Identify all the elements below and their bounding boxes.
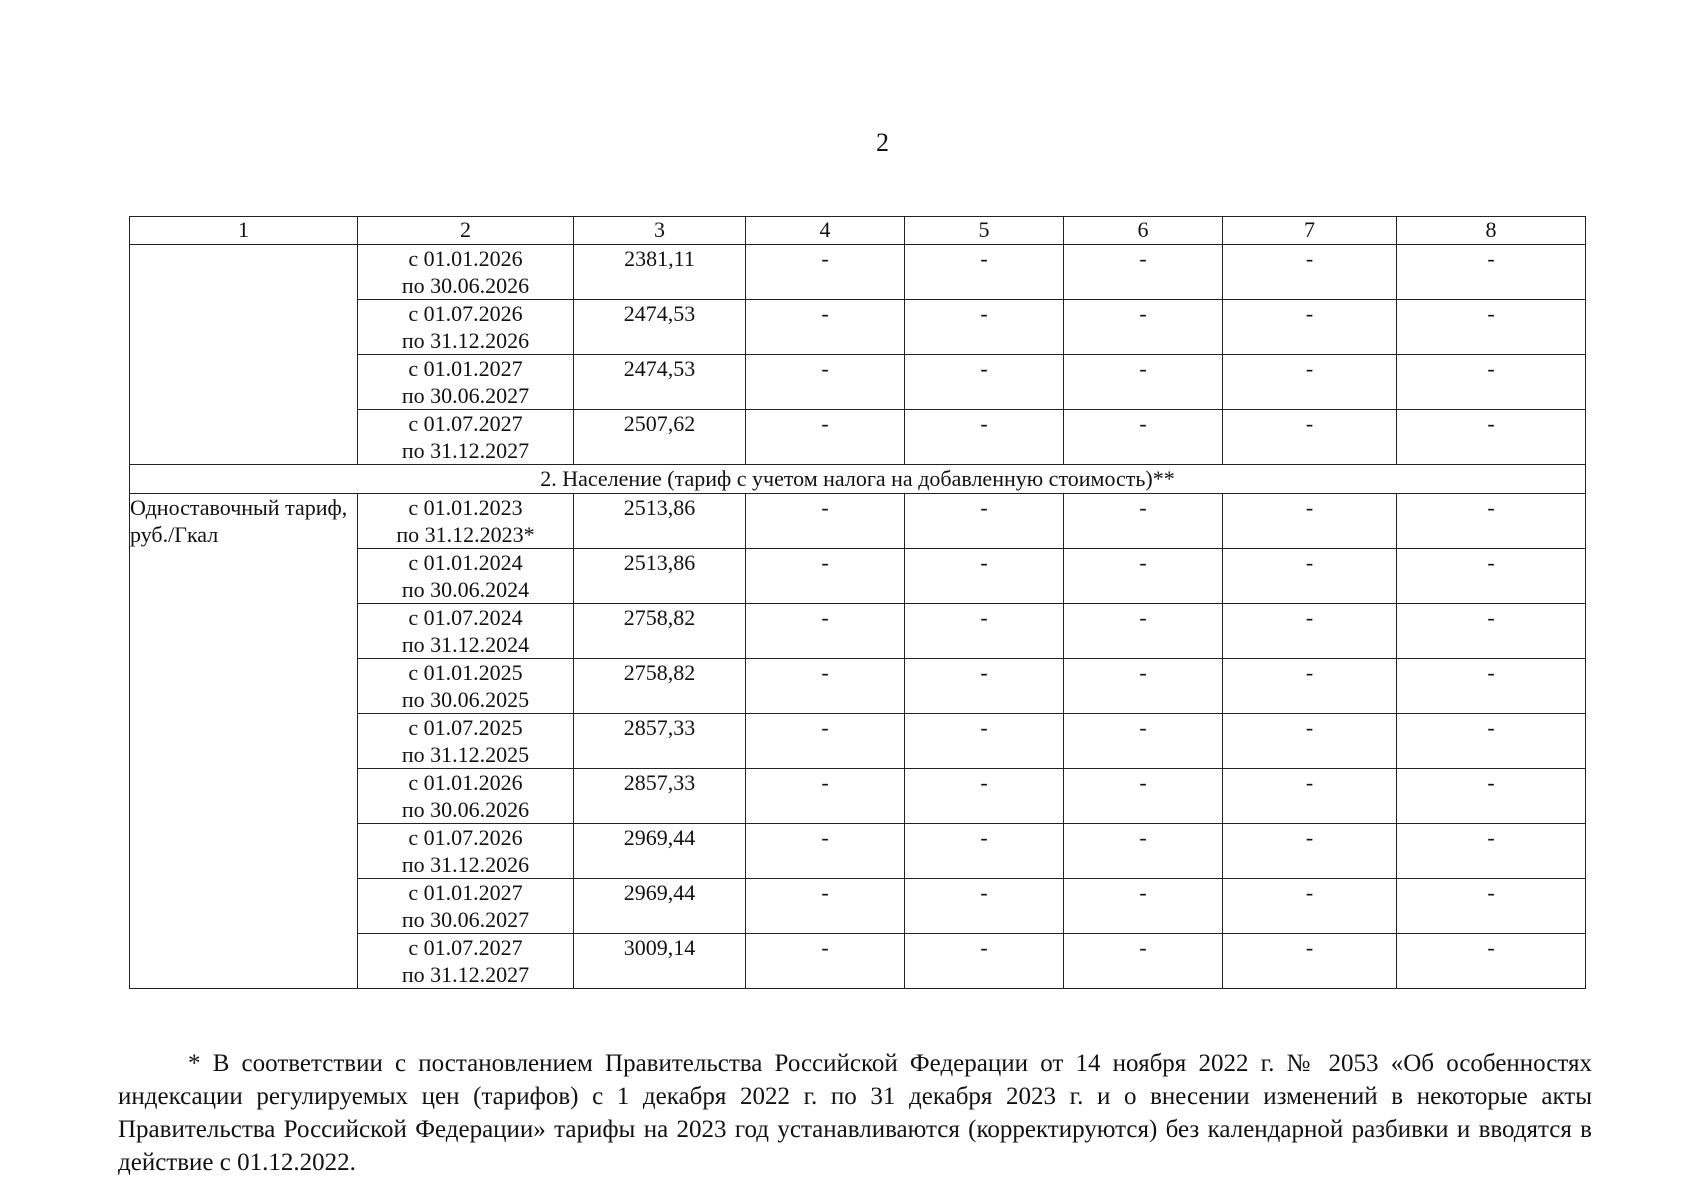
empty-value-dash: -: [905, 355, 1064, 410]
empty-value-dash: -: [905, 769, 1064, 824]
tariff-value: 2857,33: [574, 769, 746, 824]
period-from: с 01.01.2027: [408, 356, 523, 381]
period-to: по 30.06.2026: [401, 273, 530, 298]
empty-value-dash: -: [746, 494, 905, 549]
empty-value-dash: -: [905, 824, 1064, 879]
empty-value-dash: -: [746, 549, 905, 604]
period-cell: [358, 604, 574, 659]
empty-value-dash: -: [1397, 300, 1586, 355]
empty-value-dash: -: [1223, 934, 1397, 989]
empty-value-dash: -: [1064, 245, 1223, 300]
empty-value-dash: -: [746, 934, 905, 989]
footnote: * В соответствии с постановлением Правительства Российской Федерации от 14 ноября 2022 г. № 2053 «Об особенностях индексации регулируемых цен (тарифов) с 1 декабря 2022 г. по 31 декабря 2023 г. и о внесении изменений в некоторые акты Правительства Российской Федерации» тарифы на 2023 год устанавливаются (корректируются) без календарной разбивки и вводятся в действие с 01.12.2022.: [118, 1050, 1592, 1176]
empty-value-dash: -: [1397, 934, 1586, 989]
empty-value-dash: -: [1223, 300, 1397, 355]
empty-value-dash: -: [1223, 494, 1397, 549]
empty-value-dash: -: [905, 879, 1064, 934]
empty-value-dash: -: [746, 714, 905, 769]
period-cell: [358, 934, 574, 989]
empty-value-dash: -: [1223, 604, 1397, 659]
empty-value-dash: -: [1064, 769, 1223, 824]
empty-value-dash: -: [905, 410, 1064, 465]
tariff-value: 2513,86: [574, 549, 746, 604]
empty-value-dash: -: [1223, 549, 1397, 604]
empty-value-dash: -: [1397, 824, 1586, 879]
empty-value-dash: -: [1397, 714, 1586, 769]
tariff-value: 2758,82: [574, 604, 746, 659]
period-cell: [358, 549, 574, 604]
empty-value-dash: -: [1064, 824, 1223, 879]
tariff-value: 2857,33: [574, 714, 746, 769]
period-to: по 31.12.2023*: [396, 522, 535, 547]
empty-value-dash: -: [746, 245, 905, 300]
period-to: по 31.12.2027: [401, 962, 530, 987]
empty-value-dash: -: [1397, 604, 1586, 659]
empty-value-dash: -: [746, 410, 905, 465]
period-to: по 31.12.2025: [401, 742, 530, 767]
empty-value-dash: -: [746, 355, 905, 410]
empty-value-dash: -: [1223, 879, 1397, 934]
tariff-value: 2969,44: [574, 879, 746, 934]
empty-value-dash: -: [905, 245, 1064, 300]
period-cell: [358, 824, 574, 879]
period-cell: [358, 410, 574, 465]
period-to: по 30.06.2027: [401, 907, 530, 932]
empty-value-dash: -: [905, 300, 1064, 355]
column-number-header: 2: [358, 217, 574, 245]
period-from: с 01.07.2025: [408, 715, 523, 740]
period-from: с 01.01.2027: [408, 880, 523, 905]
empty-value-dash: -: [1397, 355, 1586, 410]
empty-value-dash: -: [746, 659, 905, 714]
tariff-row: [130, 245, 1586, 300]
period-to: по 31.12.2026: [401, 852, 530, 877]
empty-value-dash: -: [905, 549, 1064, 604]
empty-value-dash: -: [1397, 659, 1586, 714]
column-number-header: 8: [1397, 217, 1586, 245]
empty-value-dash: -: [1064, 934, 1223, 989]
period-from: с 01.01.2024: [408, 550, 523, 575]
period-from: с 01.07.2026: [408, 301, 523, 326]
period-from: с 01.01.2026: [408, 770, 523, 795]
empty-value-dash: -: [1223, 769, 1397, 824]
empty-value-dash: -: [1064, 355, 1223, 410]
period-to: по 30.06.2027: [401, 383, 530, 408]
empty-value-dash: -: [1064, 494, 1223, 549]
empty-value-dash: -: [1397, 410, 1586, 465]
column-number-header: 5: [905, 217, 1064, 245]
period-cell: [358, 714, 574, 769]
tariff-value: 2474,53: [574, 300, 746, 355]
period-from: с 01.01.2023: [408, 495, 523, 520]
empty-value-dash: -: [1397, 245, 1586, 300]
empty-value-dash: -: [1223, 245, 1397, 300]
empty-value-dash: -: [905, 934, 1064, 989]
period-from: с 01.07.2027: [408, 411, 523, 436]
empty-value-dash: -: [1223, 355, 1397, 410]
empty-value-dash: -: [1397, 879, 1586, 934]
tariff-value: 3009,14: [574, 934, 746, 989]
empty-value-dash: -: [746, 879, 905, 934]
tariff-type-cell: [130, 245, 358, 465]
empty-value-dash: -: [746, 824, 905, 879]
period-to: по 31.12.2027: [401, 438, 530, 463]
empty-value-dash: -: [905, 604, 1064, 659]
empty-value-dash: -: [905, 494, 1064, 549]
empty-value-dash: -: [905, 714, 1064, 769]
empty-value-dash: -: [746, 300, 905, 355]
period-cell: [358, 355, 574, 410]
period-from: с 01.07.2024: [408, 605, 523, 630]
tariff-row: [130, 494, 1586, 549]
period-to: по 31.12.2026: [401, 328, 530, 353]
column-number-header: 3: [574, 217, 746, 245]
period-to: по 31.12.2024: [401, 632, 530, 657]
period-to: по 30.06.2026: [401, 797, 530, 822]
tariff-value: 2758,82: [574, 659, 746, 714]
empty-value-dash: -: [1064, 714, 1223, 769]
tariff-value: 2474,53: [574, 355, 746, 410]
column-number-header-row: [130, 217, 1586, 245]
empty-value-dash: -: [1397, 494, 1586, 549]
column-number-header: 1: [130, 217, 358, 245]
period-cell: [358, 879, 574, 934]
empty-value-dash: -: [1064, 549, 1223, 604]
period-cell: [358, 659, 574, 714]
empty-value-dash: -: [1223, 410, 1397, 465]
section-title: 2. Население (тариф с учетом налога на добавленную стоимость)**: [130, 465, 1586, 494]
empty-value-dash: -: [1064, 659, 1223, 714]
empty-value-dash: -: [1064, 879, 1223, 934]
period-cell: [358, 494, 574, 549]
tariff-value: 2513,86: [574, 494, 746, 549]
period-from: с 01.07.2026: [408, 825, 523, 850]
tariff-table: [129, 216, 1586, 989]
tariff-value: 2969,44: [574, 824, 746, 879]
period-cell: [358, 245, 574, 300]
empty-value-dash: -: [1223, 824, 1397, 879]
tariff-type-cell: Одноставочный тариф, руб./Гкал: [130, 494, 358, 989]
empty-value-dash: -: [1064, 410, 1223, 465]
empty-value-dash: -: [1397, 549, 1586, 604]
tariff-value: 2507,62: [574, 410, 746, 465]
empty-value-dash: -: [905, 659, 1064, 714]
tariff-value: 2381,11: [574, 245, 746, 300]
column-number-header: 7: [1223, 217, 1397, 245]
empty-value-dash: -: [746, 769, 905, 824]
empty-value-dash: -: [1064, 604, 1223, 659]
section-header-row: [130, 465, 1586, 494]
empty-value-dash: -: [1223, 659, 1397, 714]
period-from: с 01.01.2026: [408, 246, 523, 271]
period-from: с 01.07.2027: [408, 935, 523, 960]
column-number-header: 4: [746, 217, 905, 245]
period-to: по 30.06.2024: [401, 577, 530, 602]
empty-value-dash: -: [746, 604, 905, 659]
period-to: по 30.06.2025: [401, 687, 530, 712]
page-number: 2: [876, 128, 889, 157]
empty-value-dash: -: [1223, 714, 1397, 769]
column-number-header: 6: [1064, 217, 1223, 245]
empty-value-dash: -: [1397, 769, 1586, 824]
period-cell: [358, 769, 574, 824]
period-cell: [358, 300, 574, 355]
empty-value-dash: -: [1064, 300, 1223, 355]
period-from: с 01.01.2025: [408, 660, 523, 685]
